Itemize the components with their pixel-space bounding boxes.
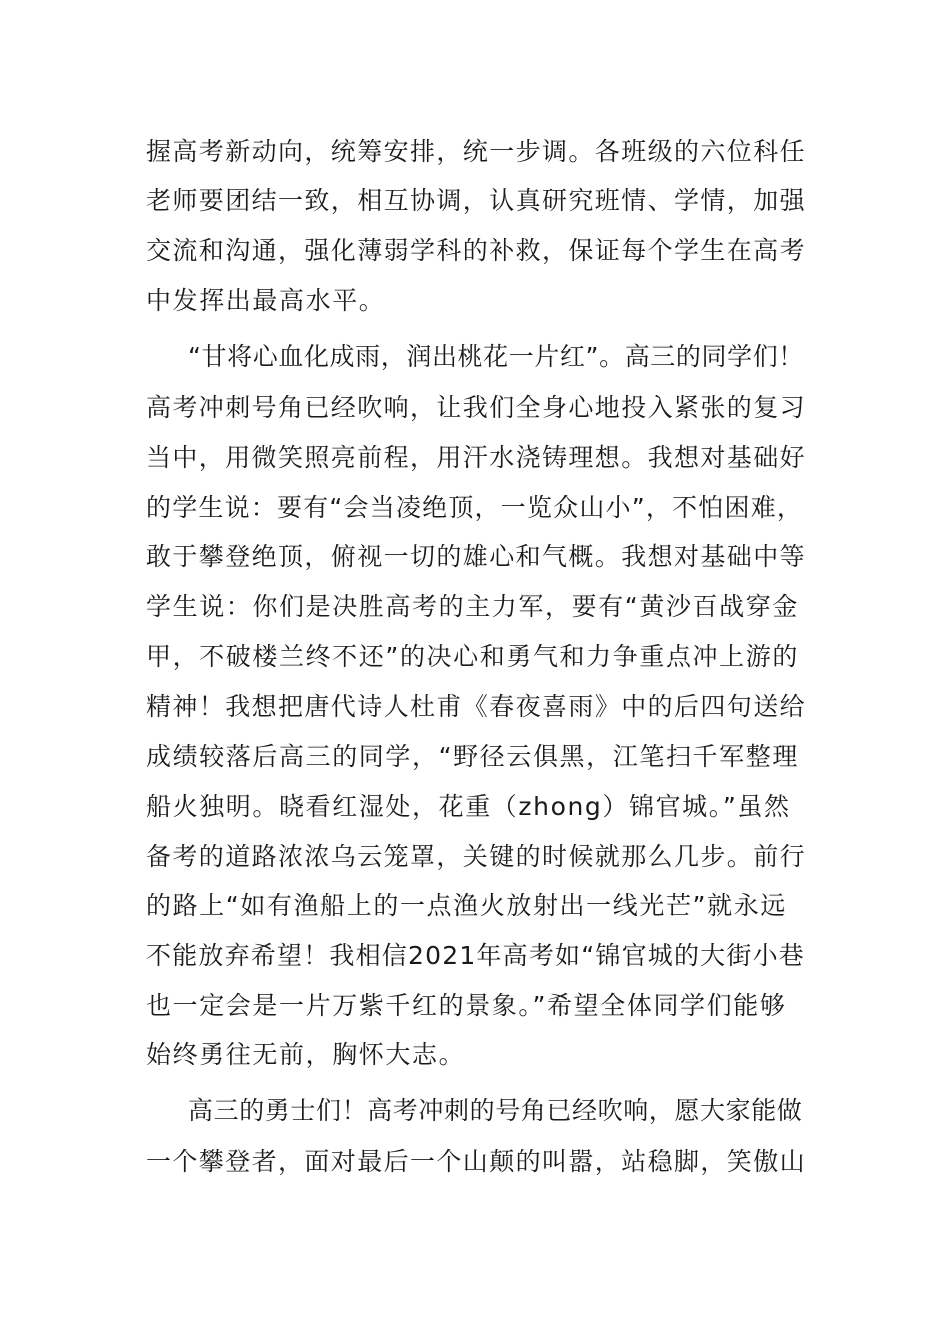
text-line: 学生说：你们是决胜高考的主力军，要有“黄沙百战穿金 — [146, 592, 799, 621]
text-line: 交流和沟通，强化薄弱学科的补救，保证每个学生在高考 — [146, 236, 807, 265]
text-line: 的学生说：要有“会当凌绝顶，一览众山小”，不怕困难， — [146, 493, 804, 522]
text-line: 甲，不破楼兰终不还”的决心和勇气和力争重点冲上游的 — [146, 642, 799, 671]
text-line: 成绩较落后高三的同学，“野径云俱黑，江笔扫千军整理 — [146, 742, 799, 771]
text-line: 敢于攀登绝顶，俯视一切的雄心和气概。我想对基础中等 — [146, 542, 807, 571]
text-line: 的路上“如有渔船上的一点渔火放射出一线光芒”就永远 — [146, 891, 787, 920]
text-line: 当中，用微笑照亮前程，用汗水浇铸理想。我想对基础好 — [146, 443, 807, 472]
text-line: 一个攀登者，面对最后一个山颠的叫嚣，站稳脚，笑傲山 — [146, 1147, 807, 1176]
text-line: 握高考新动向，统筹安排，统一步调。各班级的六位科任 — [146, 137, 807, 166]
text-line: 备考的道路浓浓乌云笼罩，关键的时候就那么几步。前行 — [146, 842, 807, 871]
text-line: 精神！我想把唐代诗人杜甫《春夜喜雨》中的后四句送给 — [146, 692, 807, 721]
text-line: 也一定会是一片万紫千红的景象。”希望全体同学们能够 — [146, 991, 787, 1020]
text-line: 老师要团结一致，相互协调，认真研究班情、学情，加强 — [146, 186, 807, 215]
text-line: 始终勇往无前，胸怀大志。 — [146, 1040, 466, 1069]
paragraph-first-line: “甘将心血化成雨，润出桃花一片红”。高三的同学们！ — [188, 342, 804, 371]
text-line: 中发挥出最高水平。 — [146, 286, 386, 315]
text-line: 不能放弃希望！我相信2021年高考如“锦官城的大街小巷 — [146, 941, 805, 970]
paragraph-first-line: 高三的勇士们！高考冲刺的号角已经吹响，愿大家能做 — [188, 1096, 803, 1125]
text-line: 高考冲刺号角已经吹响，让我们全身心地投入紧张的复习 — [146, 393, 807, 422]
text-line: 船火独明。晓看红湿处，花重（zhong）锦官城。”虽然 — [146, 792, 791, 821]
